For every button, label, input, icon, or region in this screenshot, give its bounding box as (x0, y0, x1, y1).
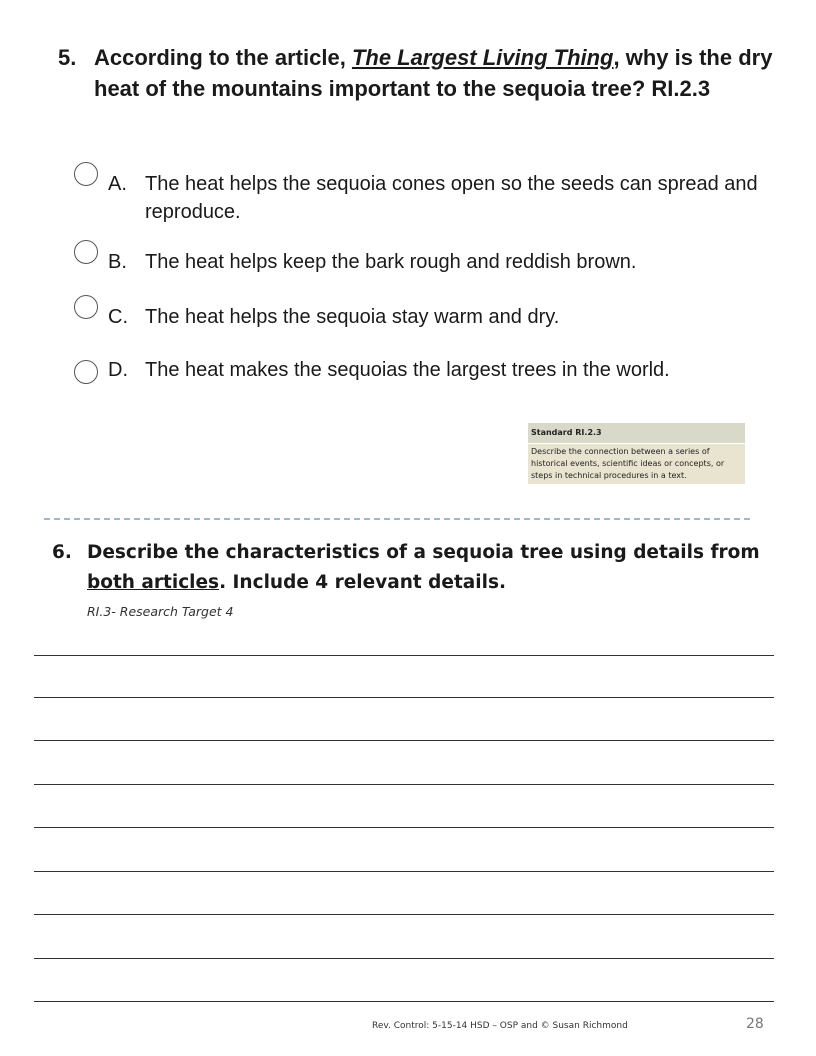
choice-c-bubble[interactable] (74, 295, 98, 319)
choice-b-letter: B. (108, 251, 127, 273)
question-5 (58, 42, 778, 104)
choice-b-text: The heat helps keep the bark rough and reddish brown. (145, 251, 637, 273)
choice-c[interactable] (74, 303, 774, 331)
question-5-number: 5. (58, 45, 77, 70)
choice-b-bubble[interactable] (74, 240, 98, 264)
section-divider (44, 518, 750, 520)
choice-a-bubble[interactable] (74, 162, 98, 186)
choice-c-text: The heat helps the sequoia stay warm and dry. (145, 306, 560, 328)
choice-b[interactable] (74, 248, 774, 276)
question-5-prompt-start: According to the article, (94, 45, 352, 70)
standard-title: Standard RI.2.3 (528, 423, 745, 444)
answer-line-9[interactable] (34, 1001, 774, 1002)
choice-c-letter: C. (108, 306, 128, 328)
answer-line-7[interactable] (34, 914, 774, 915)
answer-line-8[interactable] (34, 958, 774, 959)
choice-d-text: The heat makes the sequoias the largest trees in the world. (145, 359, 670, 381)
answer-line-3[interactable] (34, 740, 774, 741)
both-articles-emphasis: both articles (87, 572, 220, 593)
question-6-prompt (52, 538, 772, 598)
answer-line-1[interactable] (34, 655, 774, 656)
choice-d-letter: D. (108, 359, 128, 381)
question-6 (52, 538, 772, 598)
research-target: RI.3- Research Target 4 (87, 604, 234, 619)
answer-line-6[interactable] (34, 871, 774, 872)
article-title: The Largest Living Thing (351, 45, 614, 70)
choice-d-bubble[interactable] (74, 360, 98, 384)
question-5-prompt-end: , why is the dry heat of the mountains important to the sequoia tree? RI.2.3 (94, 45, 773, 101)
question-6-number: 6. (52, 542, 72, 563)
answer-line-4[interactable] (34, 784, 774, 785)
choice-a-letter: A. (108, 173, 127, 195)
question-5-prompt (58, 42, 778, 104)
choice-a-text: The heat helps the sequoia cones open so the seeds can spread and reproduce. (145, 173, 758, 223)
standard-box (528, 423, 745, 484)
choice-d[interactable] (74, 356, 774, 384)
question-6-prompt-end: . Include 4 relevant details. (219, 572, 507, 593)
standard-description: Describe the connection between a series of historical events, scientific ideas or concepts, or steps in technical procedures in a text. (528, 444, 745, 484)
answer-line-2[interactable] (34, 697, 774, 698)
footer-revision: Rev. Control: 5-15-14 HSD – OSP and © Susan Richmond (372, 1021, 628, 1031)
answer-line-5[interactable] (34, 827, 774, 828)
page-number: 28 (746, 1016, 764, 1032)
choice-a[interactable] (74, 170, 774, 226)
question-6-prompt-start: Describe the characteristics of a sequoia tree using details from (87, 542, 760, 563)
